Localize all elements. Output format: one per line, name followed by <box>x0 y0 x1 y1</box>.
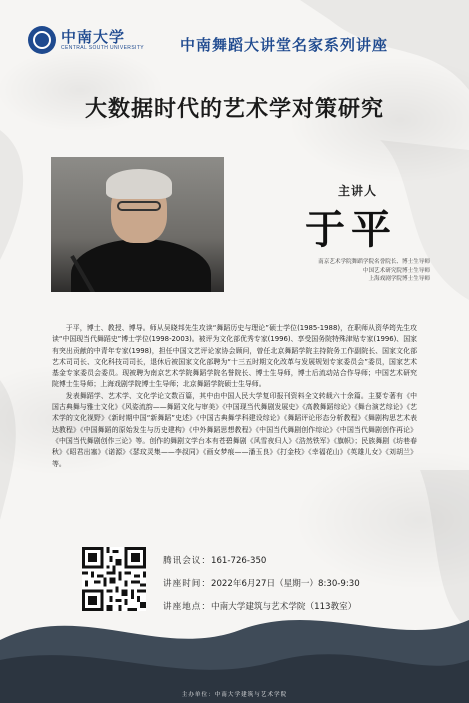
place-label: 讲座地点： <box>163 602 211 612</box>
speaker-name: 于平 <box>305 206 397 253</box>
speaker-roles <box>250 258 430 284</box>
speaker-role: 中国艺术研究院博士生导师 <box>362 267 430 274</box>
time-value: 2022年6月27日（星期一）8:30-9:30 <box>210 579 360 589</box>
lecture-series-title: 中南舞蹈大讲堂名家系列讲座 <box>180 36 389 54</box>
speaker-bio <box>52 323 417 470</box>
time-row <box>163 578 360 601</box>
speaker-role: 上海戏剧学院博士生导师 <box>368 276 430 282</box>
place-value: 中南大学建筑与艺术学院（113教室） <box>210 602 357 612</box>
bio-paragraph: 于平，博士、教授、博导。师从吴晓邦先生攻读“舞蹈历史与理论”硕士学位(1985-1988)，在职师从资华筠先生攻读“中国现当代舞蹈史”博士学位(1998-2003)。被评为文化部优秀专家(1996)、享受国务院特殊津贴专家(1996)、国家有突出贡献的中青年专家(1998)，担任中国文艺评论家协会顾问，曾任北京舞蹈学院主持院务工作副院长、国家文化部艺术司司长、文化科技司司长，退休后被国家文化部聘为“十三五时期文化改革与发展规划专家委员会”委员，国家艺术基金专家委员会委员。现被聘为南京艺术学院舞蹈学院名誉院长、博士生导师，博士后流动站合作导师；中国艺术研究院博士生导师；上海戏剧学院博士生导师；北京舞蹈学院硕士生导师。 <box>52 324 417 389</box>
logo-chinese-name: 中南大学 <box>61 28 126 46</box>
speaker-photo <box>51 157 224 292</box>
organizer: 主办单位：中南大学建筑与艺术学院 <box>181 692 288 698</box>
meeting-id[interactable]: 161-726-350 <box>210 556 267 566</box>
meeting-row <box>163 555 360 578</box>
lecture-info <box>163 555 360 624</box>
time-label: 讲座时间： <box>163 579 211 589</box>
meeting-label: 腾讯会议： <box>163 556 211 566</box>
logo-english-name: CENTRAL SOUTH UNIVERSITY <box>61 45 145 51</box>
bio-paragraph: 发表舞蹈学、艺术学、文化学论文数百篇，其中由中国人民大学复印报刊资料全文转载六十余篇。主要专著有《中国古典舞与雅士文化》《风姿流韵——舞蹈文化与审美》《中国现当代舞剧发展史》《高教舞蹈综论》《舞台演艺综论》《艺术学的文化视野》《新时期中国“新舞蹈”史述》《中国古典舞学科建设综论》《舞蹈评论形态分析教程》《舞剧构思艺术表达教程》《中国舞蹈的原始发生与历史建构》《中外舞蹈思想教程》《中国当代舞剧创作综论》《中国当代舞剧创作再论》《中国当代舞剧创作三论》等。创作的舞剧文学台本有苍碧舞剧《风雪夜归人》《浩然铁军》《旗帜》；民族舞剧《坊巷春秋》《昭君出塞》《诺源》《瑟玟灵集——李叔同》《画女梦痕——潘玉良》《打金枝》《幸福花山》《英雄儿女》《刘胡兰》等。 <box>52 391 417 468</box>
place-row <box>163 601 360 624</box>
header <box>0 0 469 70</box>
university-emblem-icon <box>28 26 56 54</box>
university-logo <box>28 26 144 54</box>
qr-code-icon[interactable] <box>82 547 146 611</box>
speaker-role: 南京艺术学院舞蹈学院名誉院长、博士生导师 <box>318 259 430 265</box>
lecture-title: 大数据时代的艺术学对策研究 <box>84 96 384 122</box>
speaker-label: 主讲人 <box>338 184 378 198</box>
